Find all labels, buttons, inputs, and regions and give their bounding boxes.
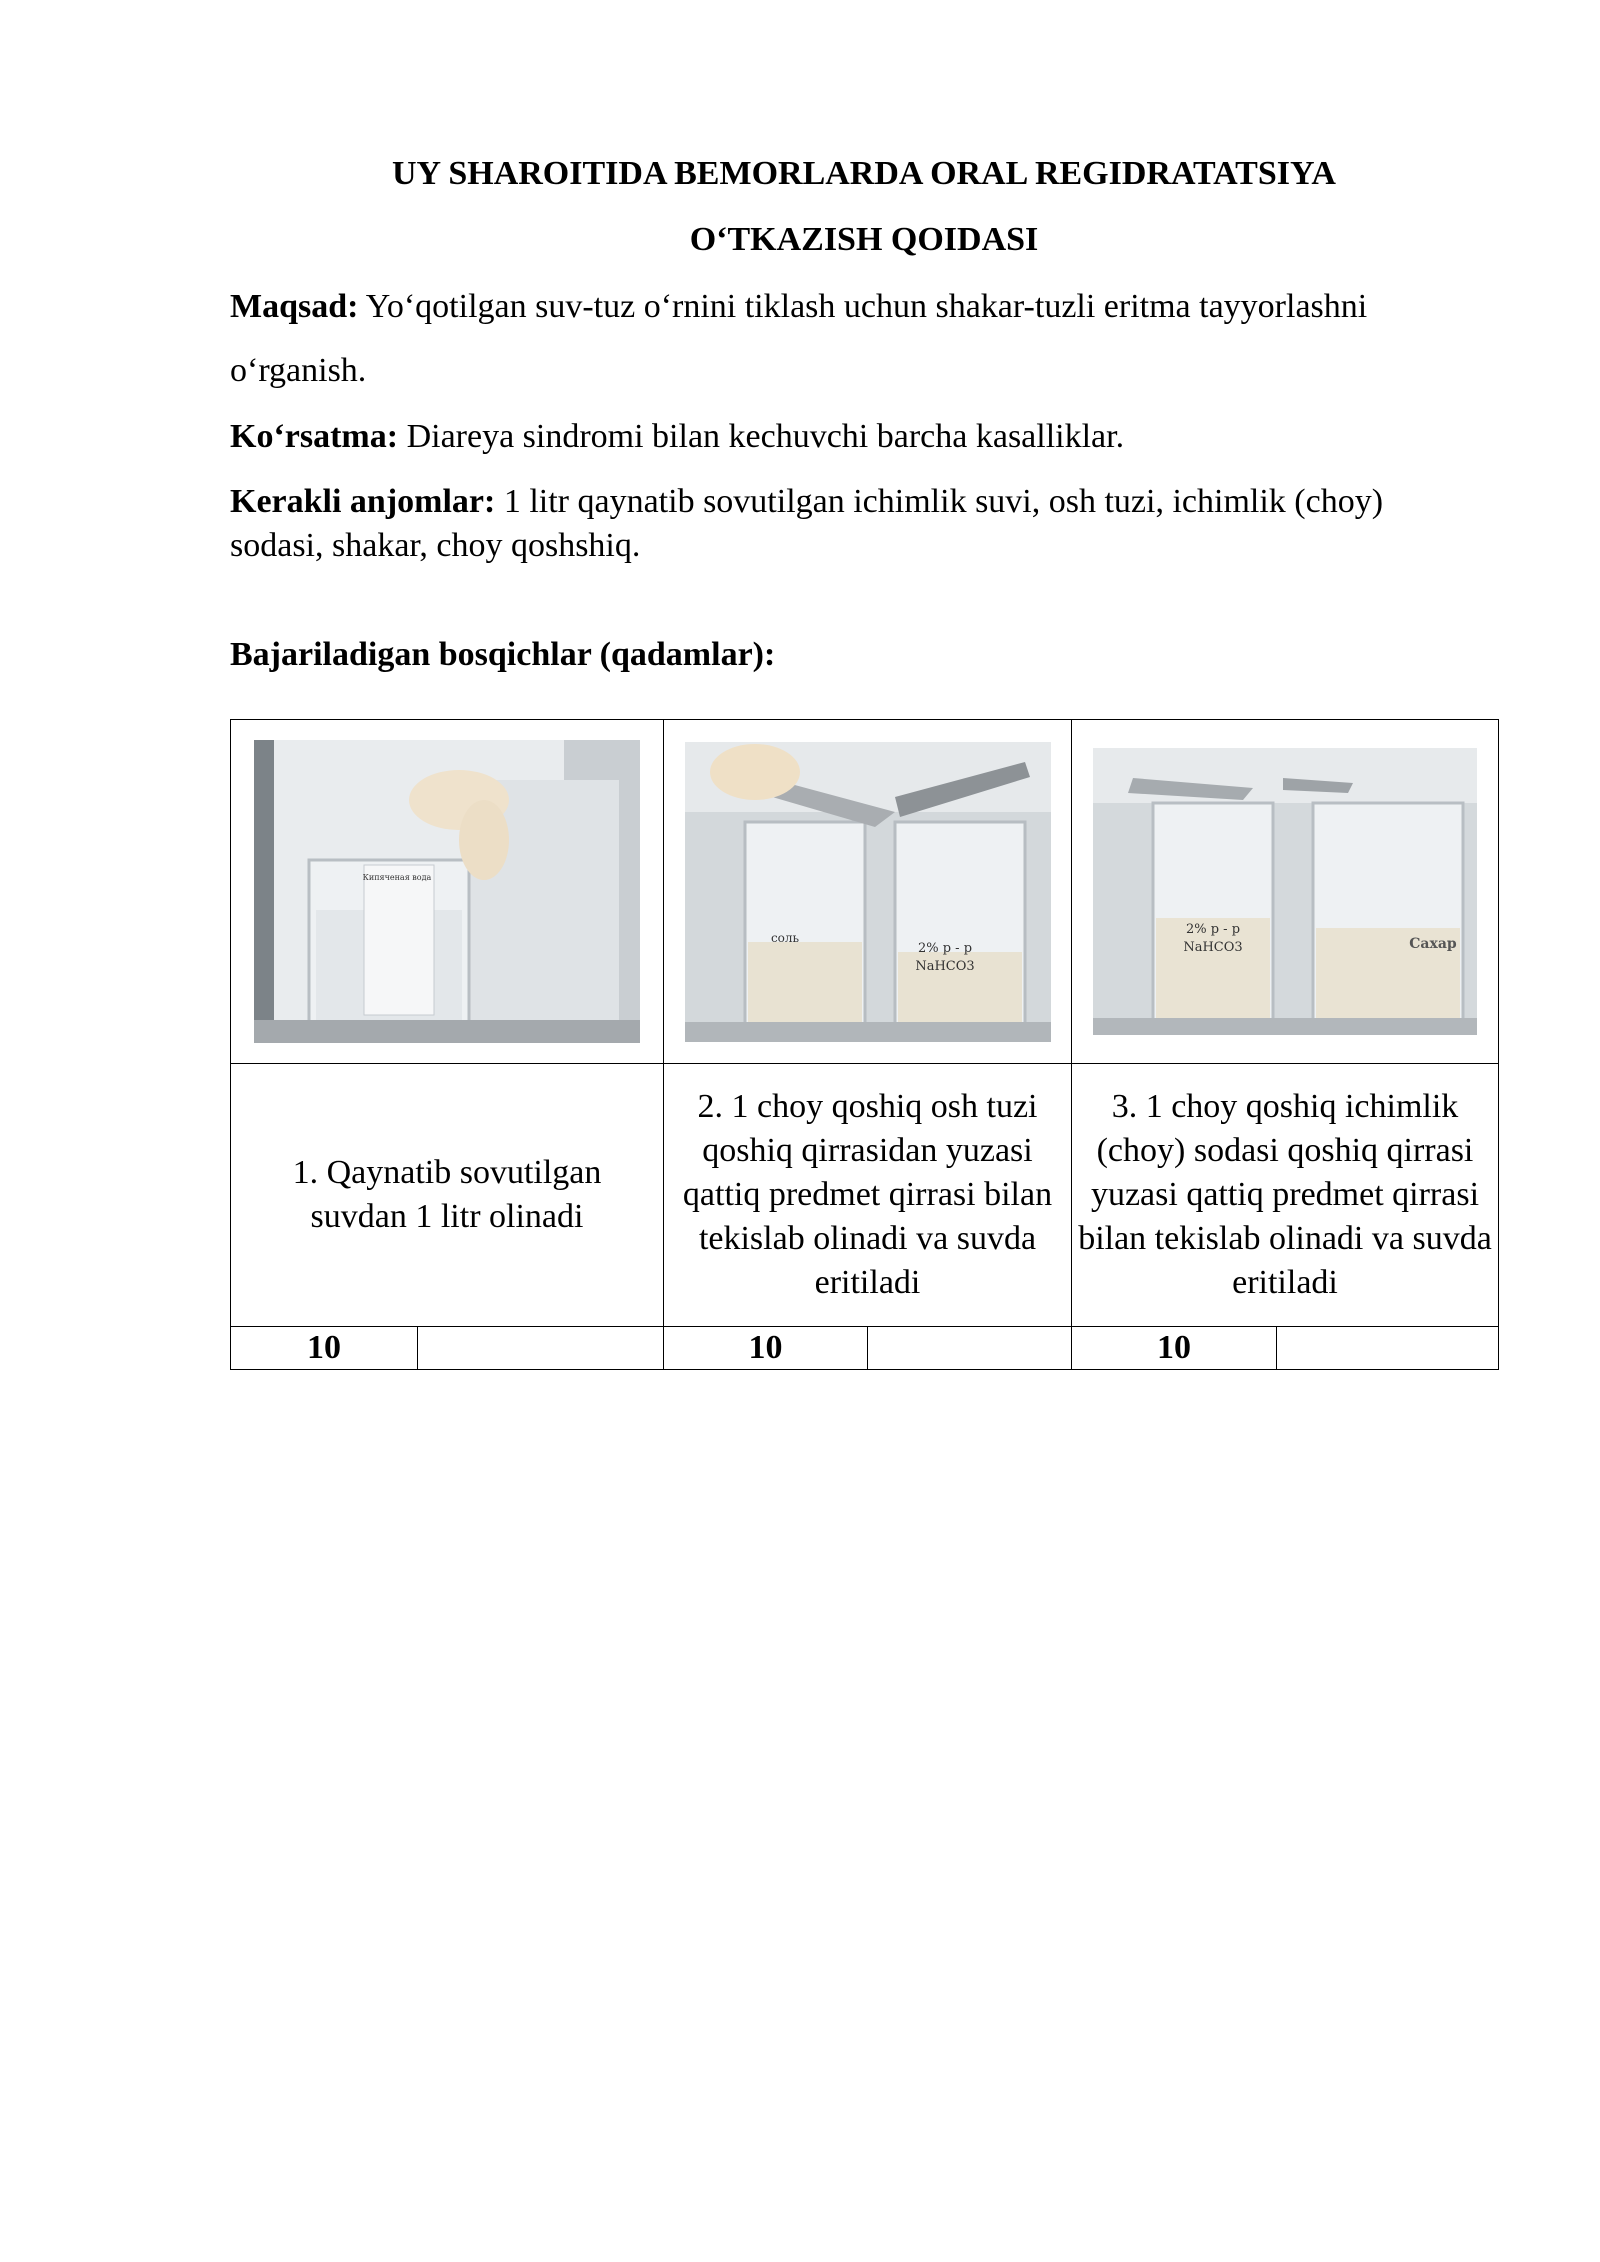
indication-text: Diareya sindromi bilan kechuvchi barcha kasalliklar.	[398, 418, 1125, 455]
step-2-photo	[685, 742, 1051, 1042]
step-3-photo-label-soda: NaHCO3	[1183, 940, 1243, 955]
step-1-photo-label: Кипяченая вода	[362, 873, 432, 882]
purpose-paragraph	[230, 285, 1498, 393]
photo-row	[231, 720, 1499, 1064]
step-2-score-blank	[868, 1327, 1072, 1370]
step-3-photo-label-sugar: Сахар	[1409, 936, 1457, 952]
equipment-text-line-2: sodasi, shakar, choy qoshshiq.	[230, 527, 641, 564]
equipment-paragraph	[230, 480, 1498, 568]
equipment-text-line-1: 1 litr qaynatib sovutilgan ichimlik suvi, osh tuzi, ichimlik (choy)	[495, 483, 1384, 520]
purpose-text-line-1: Yo‘qotilgan suv-tuz o‘rnini tiklash uchun shakar-tuzli eritma tayyorlashni	[358, 288, 1368, 325]
step-1-score-blank	[418, 1327, 664, 1370]
title-line-2: O‘TKAZISH QOIDASI	[689, 221, 1039, 258]
step-2-description: 2. 1 choy qoshiq osh tuzi qoshiq qirrasidan yuzasi qattiq predmet qirrasi bilan tekislab olinadi va suvda eritiladi	[682, 1088, 1053, 1301]
step-3-photo-label-percent: 2% р - р	[1185, 922, 1241, 937]
step-2-photo-cell	[664, 720, 1072, 1064]
step-3-description: 3. 1 choy qoshiq ichimlik (choy) sodasi qoshiq qirrasi yuzasi qattiq predmet qirrasi bilan tekislab olinadi va suvda eritiladi	[1078, 1088, 1492, 1301]
steps-heading: Bajariladigan bosqichlar (qadamlar):	[230, 636, 776, 673]
indication-paragraph	[230, 415, 1498, 459]
step-2-photo-label-soda: NaHCO3	[914, 958, 975, 974]
step-2-photo-label-percent: 2% р - р	[917, 940, 972, 956]
step-1-photo	[254, 740, 640, 1043]
title-line-1: UY SHAROITIDA BEMORLARDA ORAL REGIDRATATSIYA	[392, 155, 1336, 192]
step-1-score: 10	[231, 1327, 418, 1370]
purpose-label: Maqsad:	[230, 288, 359, 325]
step-3-photo	[1093, 748, 1477, 1035]
steps-table	[230, 719, 1499, 1370]
step-2-score: 10	[664, 1327, 868, 1370]
step-3-photo-cell	[1072, 720, 1499, 1064]
step-1-description-cell	[231, 1064, 664, 1327]
step-3-description-cell	[1072, 1064, 1499, 1327]
step-1-description: 1. Qaynatib sovutilgan suvdan 1 litr olinadi	[292, 1154, 602, 1235]
equipment-label: Kerakli anjomlar:	[230, 483, 496, 520]
step-1-photo-cell	[231, 720, 664, 1064]
step-3-score-blank	[1277, 1327, 1499, 1370]
purpose-text-line-2: o‘rganish.	[230, 352, 367, 389]
step-2-photo-label-salt: соль	[770, 930, 799, 945]
description-row	[231, 1064, 1499, 1327]
step-3-score: 10	[1072, 1327, 1277, 1370]
step-2-description-cell	[664, 1064, 1072, 1327]
indication-label: Ko‘rsatma:	[230, 418, 399, 455]
score-row	[231, 1327, 1499, 1370]
